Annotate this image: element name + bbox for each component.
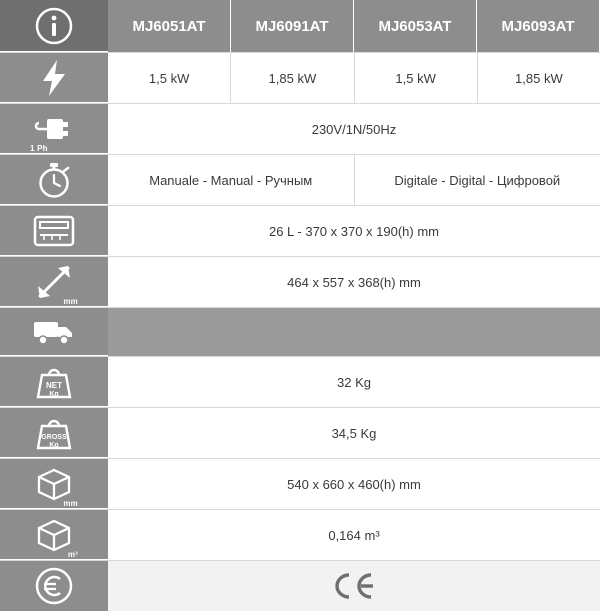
package-box-icon xyxy=(28,463,80,505)
truck-icon-cell xyxy=(0,308,108,356)
plug-icon-label: 1 Ph xyxy=(30,144,48,153)
table-row-chamber xyxy=(0,206,600,257)
info-icon xyxy=(28,5,80,47)
info-icon-cell xyxy=(0,0,108,52)
volume-cells xyxy=(108,510,600,560)
svg-text:GROSS: GROSS xyxy=(41,434,67,441)
oven-chamber-icon-cell xyxy=(0,206,108,256)
table-row-dimensions xyxy=(0,257,600,308)
header-cells xyxy=(108,0,600,52)
truck-icon xyxy=(28,311,80,353)
oven-chamber-icon xyxy=(28,210,80,252)
column-header-4: MJ6093AT xyxy=(477,0,600,52)
table-row-voltage xyxy=(0,104,600,155)
gross-weight-icon-cell xyxy=(0,408,108,458)
column-header-1: MJ6051AT xyxy=(108,0,231,52)
volume-box-icon xyxy=(28,514,80,556)
table-row-package-dimensions xyxy=(0,459,600,510)
dimensions-arrow-icon-cell xyxy=(0,257,108,307)
gross-weight-value: 34,5 Kg xyxy=(108,408,600,458)
table-row-volume xyxy=(0,510,600,561)
euro-icon xyxy=(28,565,80,607)
net-weight-icon xyxy=(28,361,80,403)
power-cells xyxy=(108,53,600,103)
table-row-gross-weight xyxy=(0,408,600,459)
svg-text:Kg: Kg xyxy=(49,391,58,398)
power-bolt-icon xyxy=(28,57,80,99)
shipping-value xyxy=(108,308,600,356)
volume-icon-label: m³ xyxy=(68,550,78,559)
voltage-value: 230V/1N/50Hz xyxy=(108,104,600,154)
voltage-cells xyxy=(108,104,600,154)
plug-icon xyxy=(28,108,80,150)
table-row-shipping xyxy=(0,308,600,357)
euro-icon-cell xyxy=(0,561,108,611)
power-bolt-icon-cell xyxy=(0,53,108,103)
control-value-manual: Manuale - Manual - Ручным xyxy=(108,155,355,205)
table-row-net-weight xyxy=(0,357,600,408)
ce-mark-cell xyxy=(108,561,600,611)
power-value-3: 1,5 kW xyxy=(355,53,478,103)
dimensions-arrow-icon xyxy=(28,261,80,303)
column-header-2: MJ6091AT xyxy=(231,0,354,52)
table-row-power xyxy=(0,53,600,104)
control-value-digital: Digitale - Digital - Цифровой xyxy=(355,155,600,205)
certification-cells xyxy=(108,561,600,611)
chamber-cells xyxy=(108,206,600,256)
svg-text:Kg: Kg xyxy=(49,442,58,449)
control-cells xyxy=(108,155,600,205)
column-header-3: MJ6053AT xyxy=(354,0,477,52)
gross-weight-icon xyxy=(28,412,80,454)
table-row-certification xyxy=(0,561,600,611)
package-dimensions-cells xyxy=(108,459,600,509)
net-weight-value: 32 Kg xyxy=(108,357,600,407)
svg-text:NET: NET xyxy=(46,381,62,390)
net-weight-cells xyxy=(108,357,600,407)
power-value-1: 1,5 kW xyxy=(108,53,231,103)
package-box-icon-cell xyxy=(0,459,108,509)
net-weight-icon-cell xyxy=(0,357,108,407)
dimensions-cells xyxy=(108,257,600,307)
table-row-control xyxy=(0,155,600,206)
timer-icon-cell xyxy=(0,155,108,205)
volume-value: 0,164 m³ xyxy=(108,510,600,560)
gross-weight-cells xyxy=(108,408,600,458)
power-value-4: 1,85 kW xyxy=(478,53,600,103)
package-icon-label: mm xyxy=(63,499,78,508)
plug-icon-cell xyxy=(0,104,108,154)
timer-icon xyxy=(28,159,80,201)
chamber-value: 26 L - 370 x 370 x 190(h) mm xyxy=(108,206,600,256)
package-dimensions-value: 540 x 660 x 460(h) mm xyxy=(108,459,600,509)
table-row-header xyxy=(0,0,600,53)
dimensions-icon-label: mm xyxy=(63,297,78,306)
power-value-2: 1,85 kW xyxy=(231,53,354,103)
shipping-cells xyxy=(108,308,600,356)
volume-box-icon-cell xyxy=(0,510,108,560)
ce-mark-icon xyxy=(331,571,377,601)
dimensions-value: 464 x 557 x 368(h) mm xyxy=(108,257,600,307)
